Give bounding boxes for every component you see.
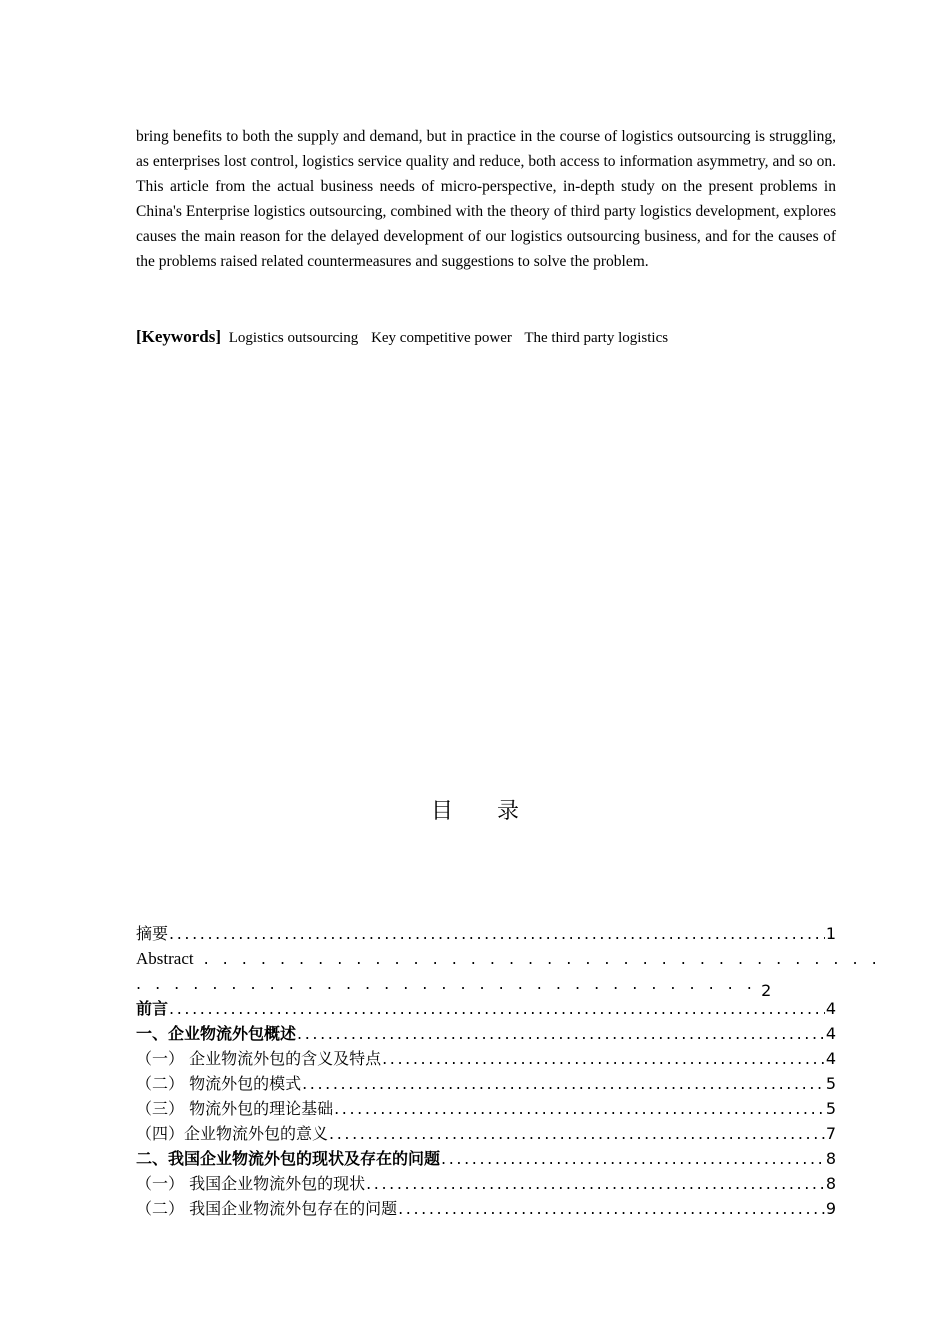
toc-entry-label: （二） 物流外包的模式 <box>136 1074 302 1093</box>
abstract-paragraph: bring benefits to both the supply and demand, but in practice in the course of logistics outsourcing is struggling, as enterprises lost control, logistics service quality and reduce, both access to information asymmetry, and so on. This article from the actual business needs of micro-perspective, in-depth study on the present problems in China's Enterprise logistics outsourcing, combined with the theory of third party logistics development, explores causes the main reason for the delayed development of our logistics outsourcing business, and for the causes of the problems raised related countermeasures and suggestions to solve the problem. <box>136 128 836 270</box>
toc-entry-label: （四）企业物流外包的意义 <box>136 1124 329 1143</box>
table-of-contents <box>136 921 836 1221</box>
toc-entry-page: 1 <box>825 924 836 943</box>
toc-entry-section-2-1[interactable] <box>136 1171 836 1196</box>
toc-entry-label: 一、企业物流外包概述 <box>136 1024 297 1043</box>
keywords-line <box>136 324 836 351</box>
toc-entry-label: （一） 企业物流外包的含义及特点 <box>136 1049 382 1068</box>
keyword-item: The third party logistics <box>524 330 669 346</box>
toc-entry-page: 4 <box>825 1049 836 1068</box>
toc-entry-page: 4 <box>825 999 836 1018</box>
toc-entry-section-1-4[interactable] <box>136 1121 836 1146</box>
toc-entry-page: 9 <box>825 1199 836 1218</box>
toc-entry-preface[interactable] <box>136 996 836 1021</box>
toc-entry-abstract-cn[interactable] <box>136 921 836 946</box>
toc-leader-dots <box>334 1096 825 1121</box>
toc-entry-page: 2 <box>761 981 772 1000</box>
toc-entry-page: 4 <box>825 1024 836 1043</box>
toc-entry-page: 8 <box>825 1149 836 1168</box>
toc-leader-dots <box>329 1121 825 1146</box>
toc-entry-label: （二） 我国企业物流外包存在的问题 <box>136 1199 398 1218</box>
toc-entry-page: 8 <box>825 1174 836 1193</box>
toc-entry-label: （三） 物流外包的理论基础 <box>136 1099 334 1118</box>
toc-entry-section-1-1[interactable] <box>136 1046 836 1071</box>
toc-leader-dots <box>204 946 880 971</box>
toc-entry-page: 5 <box>825 1099 836 1118</box>
toc-entry-label: Abstract <box>136 949 194 968</box>
toc-entry-label: 摘要 <box>136 924 169 943</box>
keyword-item: Key competitive power <box>371 330 512 346</box>
toc-entry-page: 5 <box>825 1074 836 1093</box>
toc-leader-dots <box>169 996 825 1021</box>
toc-entry-label: （一） 我国企业物流外包的现状 <box>136 1174 366 1193</box>
toc-entry-page: 7 <box>825 1124 836 1143</box>
toc-entry-abstract-en[interactable] <box>136 946 836 1000</box>
toc-entry-section-2-2[interactable] <box>136 1196 836 1221</box>
toc-entry-label: 前言 <box>136 999 169 1018</box>
toc-leader-dots <box>382 1046 825 1071</box>
toc-leader-dots <box>169 921 825 946</box>
toc-title: 目录 <box>430 799 563 824</box>
toc-leader-dots <box>136 971 756 996</box>
toc-entry-chapter-2[interactable] <box>136 1146 836 1171</box>
toc-entry-section-1-3[interactable] <box>136 1096 836 1121</box>
toc-leader-dots <box>302 1071 825 1096</box>
toc-entry-section-1-2[interactable] <box>136 1071 836 1096</box>
toc-entry-label: 二、我国企业物流外包的现状及存在的问题 <box>136 1149 441 1168</box>
toc-leader-dots <box>441 1146 825 1171</box>
keywords-label: [Keywords] <box>136 327 221 346</box>
toc-entry-chapter-1[interactable] <box>136 1021 836 1046</box>
toc-leader-dots <box>366 1171 825 1196</box>
keyword-item: Logistics outsourcing <box>228 330 359 346</box>
toc-leader-dots <box>297 1021 825 1046</box>
toc-leader-dots <box>398 1196 825 1221</box>
